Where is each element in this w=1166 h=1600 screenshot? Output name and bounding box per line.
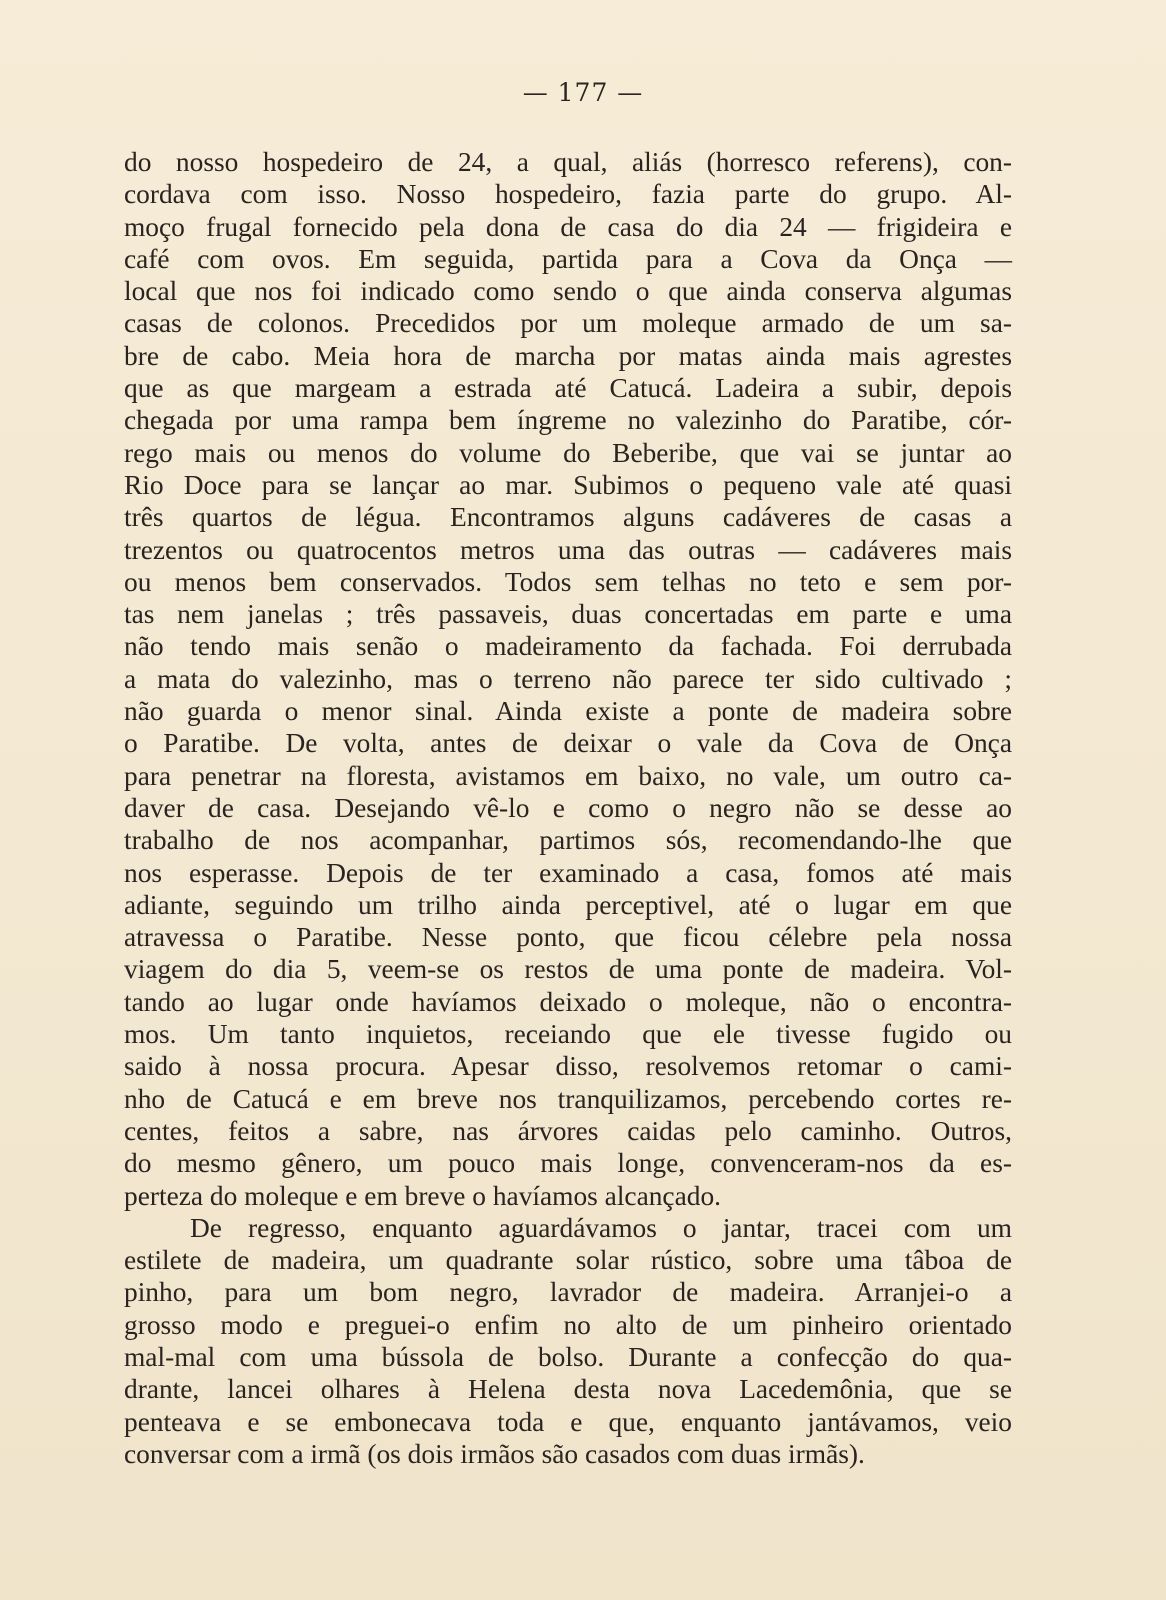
text-line: mos. Um tanto inquietos, receiando que ele tivesse fugido ou — [124, 1019, 1012, 1050]
text-line: saido à nossa procura. Apesar disso, resolvemos retomar o cami- — [124, 1051, 1012, 1082]
text-line: três quartos de légua. Encontramos alguns cadáveres de casas a — [124, 502, 1012, 533]
text-line: local que nos foi indicado como sendo o que ainda conserva algumas — [124, 276, 1012, 307]
text-line: moço frugal fornecido pela dona de casa do dia 24 — frigideira e — [124, 211, 1012, 242]
text-line: café com ovos. Em seguida, partida para a Cova da Onça — — [124, 243, 1012, 274]
text-line: perteza do moleque e em breve o havíamos alcançado. — [124, 1180, 721, 1211]
text-line: cordava com isso. Nosso hospedeiro, fazia parte do grupo. Al- — [124, 179, 1012, 210]
text-line: centes, feitos a sabre, nas árvores caidas pelo caminho. Outros, — [124, 1115, 1012, 1146]
text-line: trabalho de nos acompanhar, partimos sós, recomendando-lhe que — [124, 825, 1012, 856]
body-text — [124, 146, 1012, 1470]
text-line: pinho, para um bom negro, lavrador de madeira. Arranjei-o a — [124, 1277, 1012, 1308]
text-line: De regresso, enquanto aguardávamos o jantar, tracei com um — [190, 1212, 1012, 1243]
text-line: chegada por uma rampa bem íngreme no valezinho do Paratibe, cór- — [124, 405, 1012, 436]
text-line: a mata do valezinho, mas o terreno não parece ter sido cultivado ; — [124, 663, 1012, 694]
text-line: do mesmo gênero, um pouco mais longe, convenceram-nos da es- — [124, 1148, 1012, 1179]
text-line: atravessa o Paratibe. Nesse ponto, que ficou célebre pela nossa — [124, 922, 1012, 953]
text-line: conversar com a irmã (os dois irmãos são casados com duas irmãs). — [124, 1438, 865, 1469]
text-line: casas de colonos. Precedidos por um moleque armado de um sa- — [124, 308, 1012, 339]
page-number: — 177 — — [522, 78, 644, 107]
text-line: Rio Doce para se lançar ao mar. Subimos o pequeno vale até quasi — [124, 469, 1012, 500]
text-line: não guarda o menor sinal. Ainda existe a ponte de madeira sobre — [124, 696, 1012, 727]
text-line: bre de cabo. Meia hora de marcha por matas ainda mais agrestes — [124, 340, 1012, 371]
text-line: tando ao lugar onde havíamos deixado o moleque, não o encontra- — [124, 986, 1012, 1017]
text-line: rego mais ou menos do volume do Beberibe, que vai se juntar ao — [124, 437, 1012, 468]
text-line: penteava e se embonecava toda e que, enquanto jantávamos, veio — [124, 1406, 1012, 1437]
text-line: drante, lancei olhares à Helena desta nova Lacedemônia, que se — [124, 1374, 1012, 1405]
text-line: do nosso hospedeiro de 24, a qual, aliás (horresco referens), con- — [124, 147, 1012, 177]
text-line: daver de casa. Desejando vê-lo e como o negro não se desse ao — [124, 792, 1012, 823]
text-line: não tendo mais senão o madeiramento da fachada. Foi derrubada — [124, 631, 1012, 662]
text-line: ou menos bem conservados. Todos sem telhas no teto e sem por- — [124, 566, 1012, 597]
text-line: nos esperasse. Depois de ter examinado a casa, fomos até mais — [124, 857, 1012, 888]
text-line: grosso modo e preguei-o enfim no alto de um pinheiro orientado — [124, 1309, 1012, 1340]
text-line: para penetrar na floresta, avistamos em baixo, no vale, um outro ca- — [124, 760, 1012, 791]
text-line: mal-mal com uma bússola de bolso. Durante a confecção do qua- — [124, 1341, 1012, 1372]
text-line: viagem do dia 5, veem-se os restos de uma ponte de madeira. Vol- — [124, 954, 1012, 985]
text-line: nho de Catucá e em breve nos tranquilizamos, percebendo cortes re- — [124, 1083, 1012, 1114]
text-line: trezentos ou quatrocentos metros uma das outras — cadáveres mais — [124, 534, 1012, 565]
text-line: estilete de madeira, um quadrante solar rústico, sobre uma tâboa de — [124, 1245, 1012, 1276]
text-line: tas nem janelas ; três passaveis, duas concertadas em parte e uma — [124, 599, 1012, 630]
text-line: o Paratibe. De volta, antes de deixar o vale da Cova de Onça — [124, 728, 1012, 759]
text-line: que as que margeam a estrada até Catucá. Ladeira a subir, depois — [124, 373, 1012, 404]
text-line: adiante, seguindo um trilho ainda perceptivel, até o lugar em que — [124, 889, 1012, 920]
